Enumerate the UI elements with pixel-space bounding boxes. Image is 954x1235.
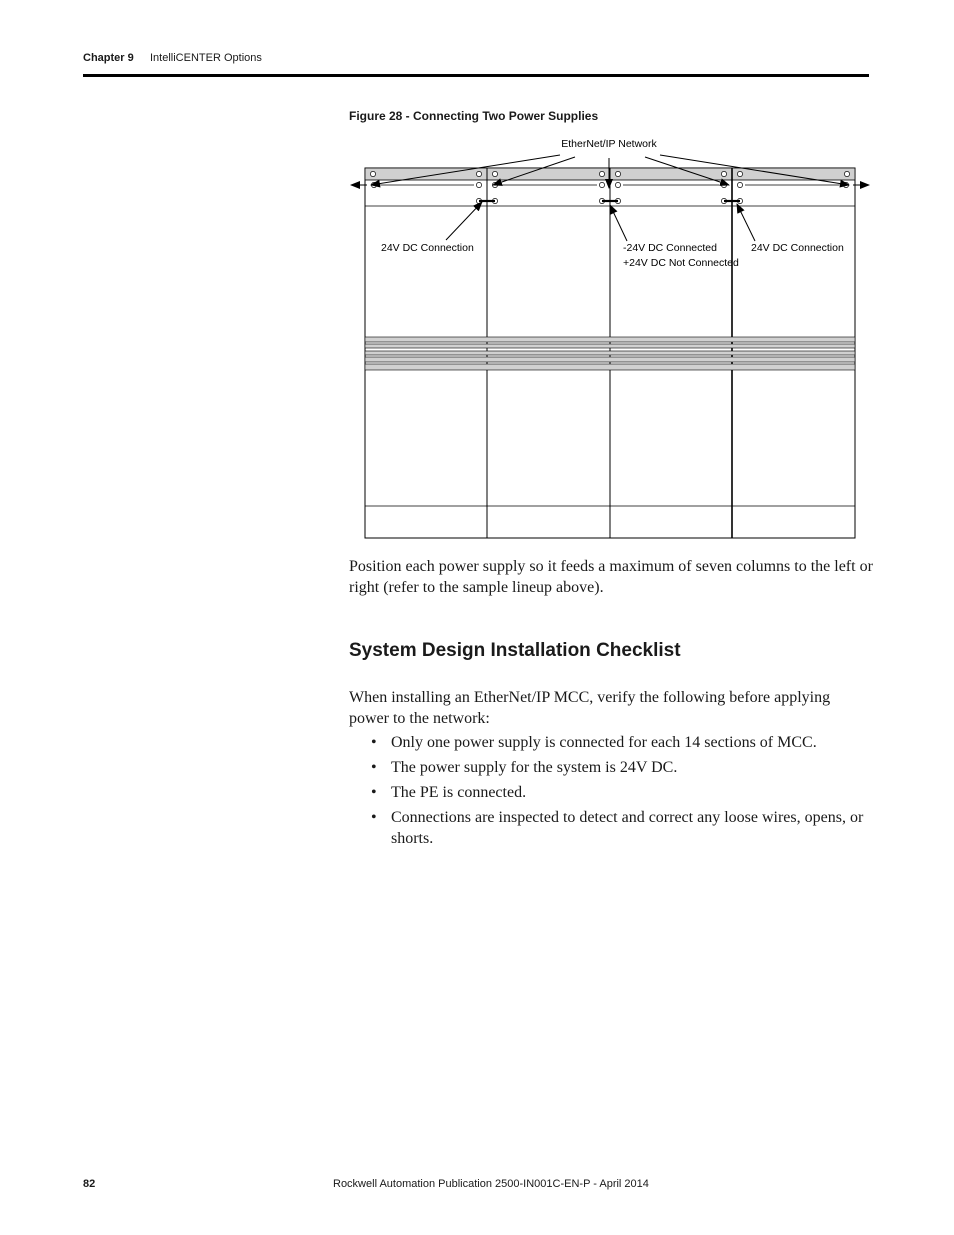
header-rule (83, 74, 869, 77)
list-item-text: The PE is connected. (391, 784, 527, 801)
list-item (349, 782, 874, 803)
bus-band (365, 344, 855, 348)
bus-band (365, 357, 855, 362)
bus-band (365, 351, 855, 355)
checklist-heading: System Design Installation Checklist (349, 640, 681, 661)
left-connection-callout (446, 202, 482, 240)
publication-footer: Rockwell Automation Publication 2500-IN001C-EN-P - April 2014 (333, 1178, 649, 1190)
checklist (349, 732, 874, 853)
list-item-text: The power supply for the system is 24V DC. (391, 759, 678, 776)
list-item-text: Only one power supply is connected for each 14 sections of MCC. (391, 734, 817, 751)
bullet: • (371, 759, 377, 776)
section-title: IntelliCENTER Options (150, 52, 262, 64)
middle-connection-label-1: -24V DC Connected (623, 242, 717, 254)
running-header (83, 52, 262, 64)
right-connection-label: 24V DC Connection (751, 242, 844, 254)
bullet: • (371, 809, 377, 826)
middle-connection-label-2: +24V DC Not Connected (623, 257, 739, 269)
list-item (349, 732, 874, 753)
bullet: • (371, 784, 377, 801)
figure-title: Figure 28 - Connecting Two Power Supplies (349, 109, 599, 123)
network-label: EtherNet/IP Network (561, 138, 657, 150)
bus-band (365, 337, 855, 342)
list-item-text: Connections are inspected to detect and correct any loose wires, opens, or shorts. (391, 809, 864, 847)
checklist-intro: When installing an EtherNet/IP MCC, verify the following before applying power to the network: (349, 689, 831, 727)
list-item (349, 757, 874, 778)
list-item (349, 807, 874, 849)
bullet: • (371, 734, 377, 751)
left-connection-label: 24V DC Connection (381, 242, 474, 254)
positioning-paragraph: Position each power supply so it feeds a maximum of seven columns to the left or right (refer to the sample lineup above). (349, 558, 873, 596)
chapter-label: Chapter 9 (83, 52, 134, 64)
right-connection-callout (737, 204, 755, 241)
middle-connection-callout (610, 205, 627, 241)
wiring-diagram (340, 130, 880, 545)
bus-band (365, 364, 855, 370)
page-number: 82 (83, 1178, 96, 1190)
